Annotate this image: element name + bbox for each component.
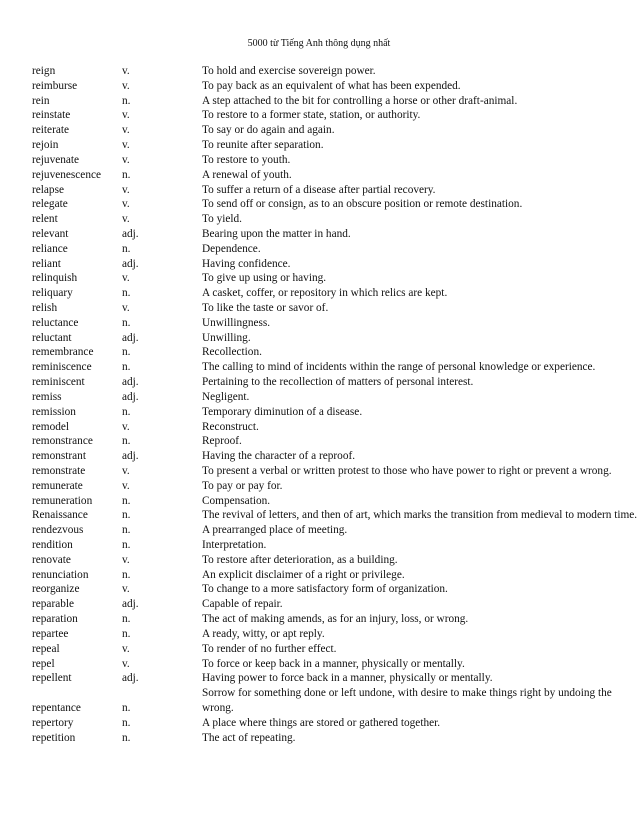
entry-word: remonstrance [32,435,93,448]
glossary-table [32,64,638,745]
entry-definition: To restore to youth. [202,153,291,166]
glossary-row [32,301,638,316]
entry-part-of-speech: n. [122,613,131,626]
glossary-row [32,345,638,360]
entry-part-of-speech: n. [122,168,131,181]
glossary-row [32,212,638,227]
entry-word: remission [32,405,76,418]
glossary-row [32,405,638,420]
entry-part-of-speech: adj. [122,331,139,344]
entry-part-of-speech: n. [122,509,131,522]
entry-word: remonstrant [32,450,86,463]
entry-part-of-speech: v. [122,553,130,566]
page-header: 5000 từ Tiếng Anh thông dụng nhất [247,38,391,49]
glossary-row [32,64,638,79]
entry-part-of-speech: v. [122,420,130,433]
glossary-row [32,479,638,494]
entry-part-of-speech: v. [122,213,130,226]
entry-part-of-speech: adj. [122,257,139,270]
entry-part-of-speech: v. [122,302,130,314]
entry-word: rejoin [32,139,59,152]
entry-part-of-speech: v. [122,642,130,655]
glossary-row [32,271,638,286]
glossary-row [32,686,638,716]
entry-part-of-speech: n. [122,627,131,640]
entry-definition: To say or do again and again. [202,124,335,137]
entry-definition: Having the character of a reproof. [202,450,356,463]
entry-definition: To send off or consign, as to an obscure position or remote destination. [202,198,523,211]
glossary-row [32,568,638,583]
entry-part-of-speech: adj. [122,672,139,685]
entry-part-of-speech: adj. [122,390,139,403]
entry-word: rendezvous [32,524,84,537]
entry-word: repartee [32,627,69,640]
entry-word: rejuvenate [32,153,80,166]
entry-word: reliance [32,242,68,255]
glossary-row [32,168,638,183]
glossary-row [32,94,638,109]
entry-part-of-speech: v. [122,183,130,196]
entry-definition: To yield. [202,213,242,226]
glossary-row [32,731,638,746]
entry-word: relinquish [32,272,78,285]
entry-word: relegate [32,198,68,211]
entry-definition: Pertaining to the recollection of matters of personal interest. [202,376,474,389]
entry-part-of-speech: v. [122,65,130,77]
glossary-row [32,464,638,479]
glossary-row [32,494,638,509]
entry-word: reliant [32,257,61,270]
entry-definition: A step attached to the bit for controlling a horse or other draft-animal. [202,94,518,107]
entry-part-of-speech: v. [122,464,130,477]
glossary-row [32,538,638,553]
entry-part-of-speech: n. [122,405,131,418]
entry-definition: To pay or pay for. [202,479,283,492]
glossary-row [32,627,638,642]
entry-word: reorganize [32,583,80,596]
glossary-row [32,153,638,168]
entry-word: reparation [32,613,78,626]
entry-part-of-speech: n. [122,287,131,300]
entry-definition: To pay back as an equivalent of what has been expended. [202,79,461,92]
entry-part-of-speech: n. [122,242,131,255]
entry-word: relevant [32,227,69,240]
entry-part-of-speech: n. [122,94,131,107]
entry-definition: Temporary diminution of a disease. [202,405,363,418]
entry-definition: Reproof. [202,435,242,448]
entry-definition: The calling to mind of incidents within the range of personal knowledge or experience. [202,361,596,374]
glossary-row [32,508,638,523]
glossary-row [32,375,638,390]
entry-part-of-speech: v. [122,583,130,596]
entry-definition: Reconstruct. [202,420,259,433]
entry-word: rein [32,94,50,107]
entry-part-of-speech: n. [122,716,131,729]
entry-word: reign [32,65,56,77]
entry-definition: A place where things are stored or gathered together. [202,716,441,729]
glossary-row [32,553,638,568]
glossary-row [32,390,638,405]
entry-word: reimburse [32,79,78,92]
glossary-row [32,316,638,331]
entry-word: remiss [32,390,62,403]
entry-part-of-speech: v. [122,139,130,152]
entry-word: relent [32,213,58,226]
entry-word: repertory [32,716,74,729]
glossary-row [32,597,638,612]
entry-word: remembrance [32,346,94,359]
entry-definition: To change to a more satisfactory form of organization. [202,583,448,596]
glossary-row [32,657,638,672]
entry-part-of-speech: v. [122,109,130,122]
entry-part-of-speech: v. [122,657,130,670]
entry-part-of-speech: n. [122,701,131,714]
entry-word: reiterate [32,124,69,137]
entry-definition: To restore to a former state, station, or authority. [202,109,421,122]
entry-word: remonstrate [32,464,86,477]
entry-part-of-speech: adj. [122,227,139,240]
entry-part-of-speech: adj. [122,450,139,463]
entry-word: remunerate [32,479,83,492]
entry-part-of-speech: n. [122,494,131,507]
entry-part-of-speech: adj. [122,598,139,611]
glossary-row [32,108,638,123]
entry-definition: Bearing upon the matter in hand. [202,227,351,240]
entry-part-of-speech: v. [122,198,130,211]
entry-definition: To present a verbal or written protest to those who have power to right or prevent a wrong. [202,464,612,477]
glossary-row [32,331,638,346]
entry-definition: To suffer a return of a disease after partial recovery. [202,183,436,196]
entry-definition: Capable of repair. [202,598,283,611]
entry-word: remuneration [32,494,93,507]
entry-definition: The act of repeating. [202,731,296,744]
entry-definition: Unwilling. [202,331,251,344]
entry-definition: To render of no further effect. [202,642,337,655]
entry-word: repentance [32,701,81,714]
entry-part-of-speech: v. [122,272,130,285]
glossary-row [32,434,638,449]
glossary-row [32,79,638,94]
entry-definition: Unwillingness. [202,316,271,329]
glossary-row [32,183,638,198]
entry-definition: To like the taste or savor of. [202,302,329,314]
glossary-row [32,449,638,464]
entry-word: reparable [32,598,75,611]
glossary-row [32,523,638,538]
entry-part-of-speech: n. [122,524,131,537]
entry-part-of-speech: v. [122,479,130,492]
entry-part-of-speech: n. [122,346,131,359]
entry-part-of-speech: n. [122,539,131,551]
entry-word: reinstate [32,109,71,122]
entry-definition: Recollection. [202,346,262,359]
entry-word: reluctant [32,331,72,344]
entry-word: rejuvenescence [32,168,101,181]
entry-word: remodel [32,420,70,433]
entry-definition: Interpretation. [202,539,267,551]
entry-word: reminiscent [32,376,85,389]
entry-part-of-speech: n. [122,316,131,329]
entry-word: repel [32,657,55,670]
glossary-row [32,197,638,212]
entry-part-of-speech: adj. [122,376,139,389]
entry-part-of-speech: n. [122,731,131,744]
glossary-row [32,420,638,435]
glossary-row [32,360,638,375]
entry-definition: Dependence. [202,242,261,255]
entry-definition: A renewal of youth. [202,168,292,181]
entry-definition: A casket, coffer, or repository in which relics are kept. [202,287,448,300]
entry-definition: To hold and exercise sovereign power. [202,65,376,77]
entry-word: reminiscence [32,361,92,374]
entry-word: renunciation [32,568,89,581]
glossary-row [32,242,638,257]
entry-definition: To force or keep back in a manner, physically or mentally. [202,657,465,670]
entry-word: renovate [32,553,71,566]
entry-part-of-speech: v. [122,79,130,92]
entry-definition: A prearranged place of meeting. [202,524,348,537]
entry-part-of-speech: n. [122,435,131,448]
glossary-row [32,642,638,657]
entry-definition: Sorrow for something done or left undone, with desire to make things right by undoing the wrong. [202,687,612,714]
glossary-row [32,582,638,597]
entry-part-of-speech: v. [122,153,130,166]
entry-word: Renaissance [32,509,88,522]
entry-definition: An explicit disclaimer of a right or privilege. [202,568,405,581]
entry-part-of-speech: v. [122,124,130,137]
entry-definition: Negligent. [202,390,250,403]
entry-word: repetition [32,731,76,744]
entry-definition: To give up using or having. [202,272,327,285]
entry-word: relish [32,302,58,314]
entry-word: relapse [32,183,64,196]
entry-definition: A ready, witty, or apt reply. [202,627,325,640]
glossary-row [32,138,638,153]
glossary-row [32,612,638,627]
glossary-row [32,227,638,242]
entry-word: repellent [32,672,72,685]
entry-definition: To reunite after separation. [202,139,324,152]
entry-definition: Having power to force back in a manner, physically or mentally. [202,672,493,685]
glossary-row [32,257,638,272]
entry-definition: To restore after deterioration, as a building. [202,553,398,566]
glossary-row [32,123,638,138]
entry-part-of-speech: n. [122,568,131,581]
entry-word: repeal [32,642,60,655]
entry-definition: Having confidence. [202,257,291,270]
entry-word: reluctance [32,316,79,329]
entry-word: reliquary [32,287,73,300]
glossary-row [32,286,638,301]
entry-part-of-speech: n. [122,361,131,374]
entry-word: rendition [32,539,73,551]
entry-definition: The revival of letters, and then of art, which marks the transition from medieval to modern time. [202,509,638,522]
glossary-row [32,671,638,686]
entry-definition: Compensation. [202,494,271,507]
entry-definition: The act of making amends, as for an injury, loss, or wrong. [202,613,469,626]
glossary-row [32,716,638,731]
